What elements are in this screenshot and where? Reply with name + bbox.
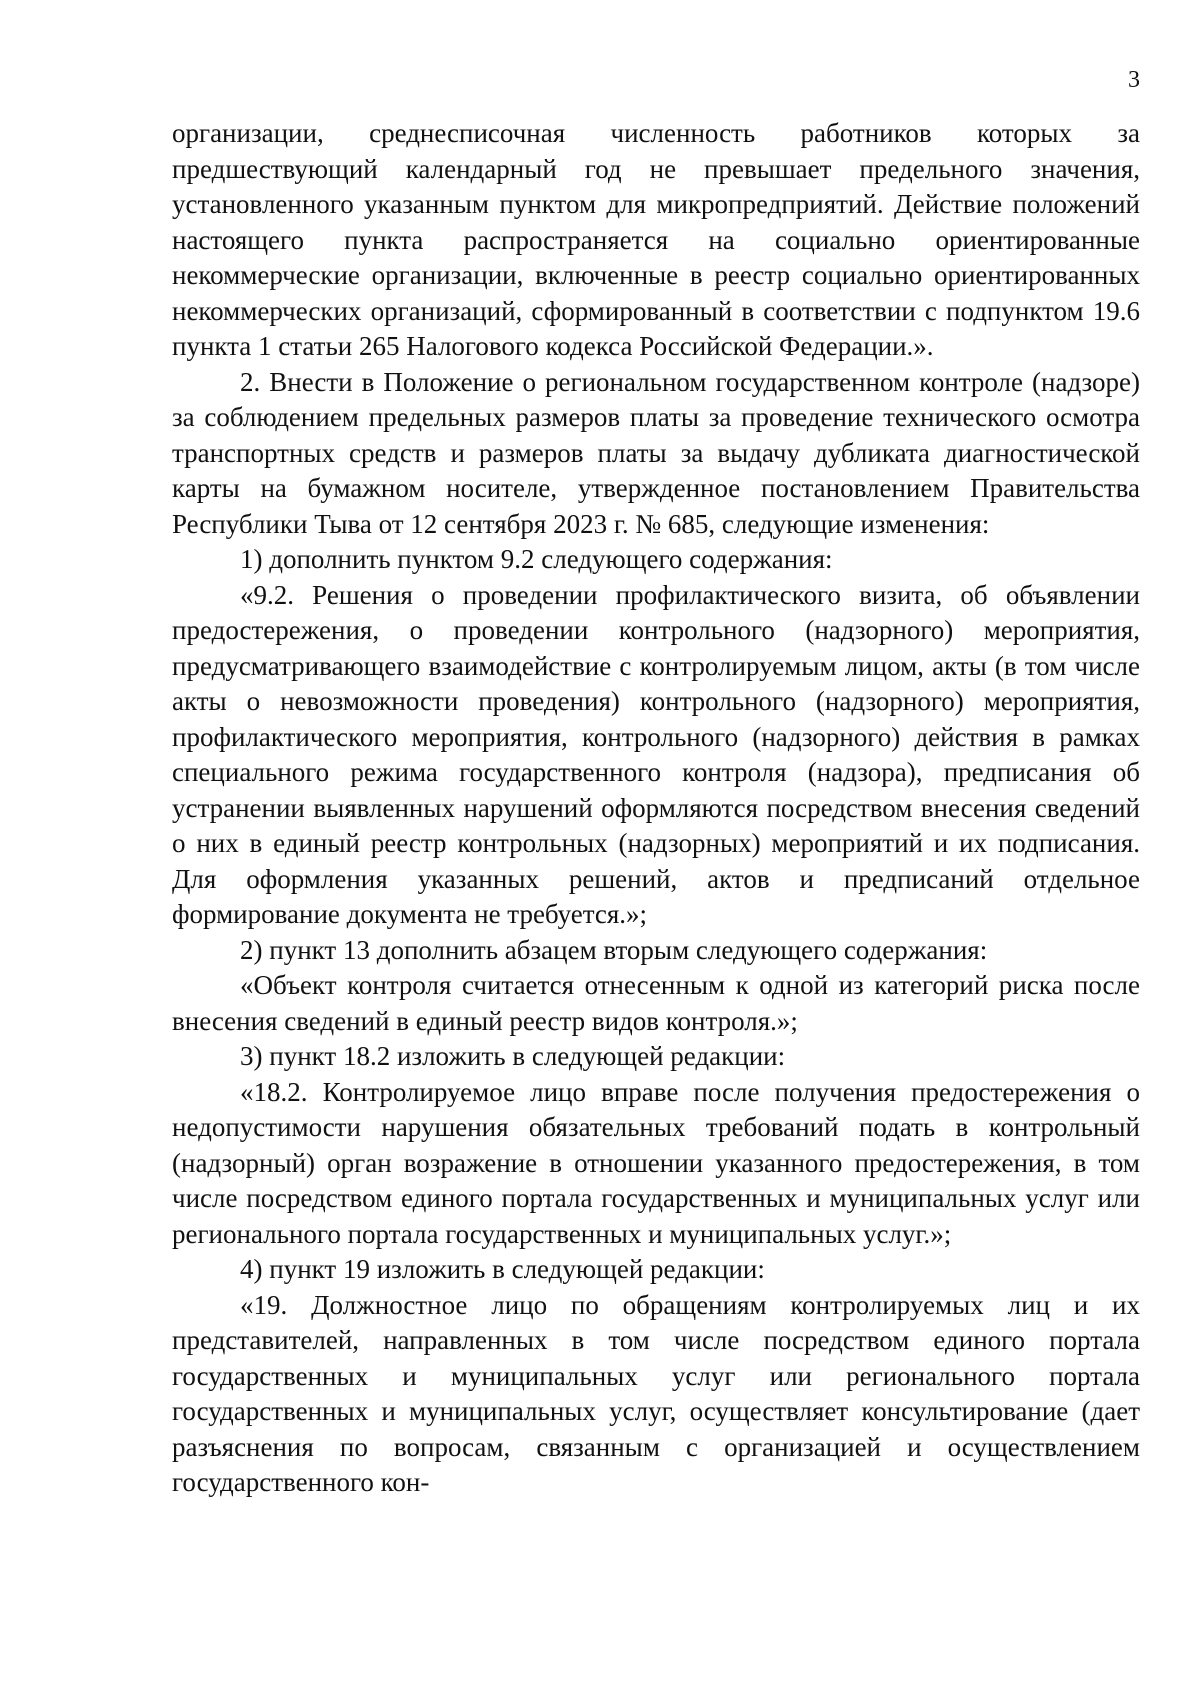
paragraph-quote-18-2: «18.2. Контролируемое лицо вправе после получения предостережения о недопустимости нарушения обязательных требований подать в контрольный (надзорный) орган возражение в отношении указанного предостережения, в том числе посредством единого портала государственных и муниципальных услуг или регионального портала государственных и муниципальных услуг.»; — [172, 1076, 1140, 1249]
paragraph-item-2: 2. Внести в Положение о региональном государственном контроле (надзоре) за соблюдением предельных размеров платы за проведение технического осмотра транспортных средств и размеров платы за выдачу дубликата диагностической карты на бумажном носителе, утвержденное постановлением Правительства Республики Тыва от 12 сентября 2023 г. № 685, следующие изменения: — [172, 366, 1140, 539]
document-body — [172, 116, 1140, 1501]
paragraph-quote-19: «19. Должностное лицо по обращениям контролируемых лиц и их представителей, направленных в том числе посредством единого портала государственных и муниципальных услуг или регионального портала государственных и муниципальных услуг, осуществляет консультирование (дает разъяснения по вопросам, связанным с организацией и осуществлением государственного кон- — [172, 1289, 1140, 1497]
paragraph-subitem-2: 2) пункт 13 дополнить абзацем вторым следующего содержания: — [240, 934, 988, 965]
paragraph-subitem-4: 4) пункт 19 изложить в следующей редакции: — [240, 1254, 765, 1284]
paragraph-continuation: организации, среднесписочная численность работников которых за предшествующий календарный год не превышает предельного значения, установленного указанным пунктом для микропредприятий. Действие положений настоящего пункта распространяется на социально ориентированные некоммерческие организации, включенные в реестр социально ориентированных некоммерческих организаций, сформированный в соответствии с подпунктом 19.6 пункта 1 статьи 265 Налогового кодекса Российской Федерации.». — [172, 118, 1140, 361]
paragraph-quote-risk-category: «Объект контроля считается отнесенным к одной из категорий риска после внесения сведений в единый реестр видов контроля.»; — [172, 970, 1140, 1036]
page-number: 3 — [1128, 67, 1140, 93]
paragraph-quote-9-2: «9.2. Решения о проведении профилактического визита, об объявлении предостережения, о проведении контрольного (надзорного) мероприятия, предусматривающего взаимодействие с контролируемым лицом, акты (в том числе акты о невозможности проведения) контрольного (надзорного) мероприятия, профилактического мероприятия, контрольного (надзорного) действия в рамках специального режима государственного контроля (надзора), предписания об устранении выявленных нарушений оформляются посредством внесения сведений о них в единый реестр контрольных (надзорных) мероприятий и их подписания. Для оформления указанных решений, актов и предписаний отдельное формирование документа не требуется.»; — [172, 579, 1140, 929]
paragraph-subitem-1: 1) дополнить пунктом 9.2 следующего содержания: — [240, 544, 833, 574]
paragraph-subitem-3: 3) пункт 18.2 изложить в следующей редакции: — [240, 1041, 786, 1071]
